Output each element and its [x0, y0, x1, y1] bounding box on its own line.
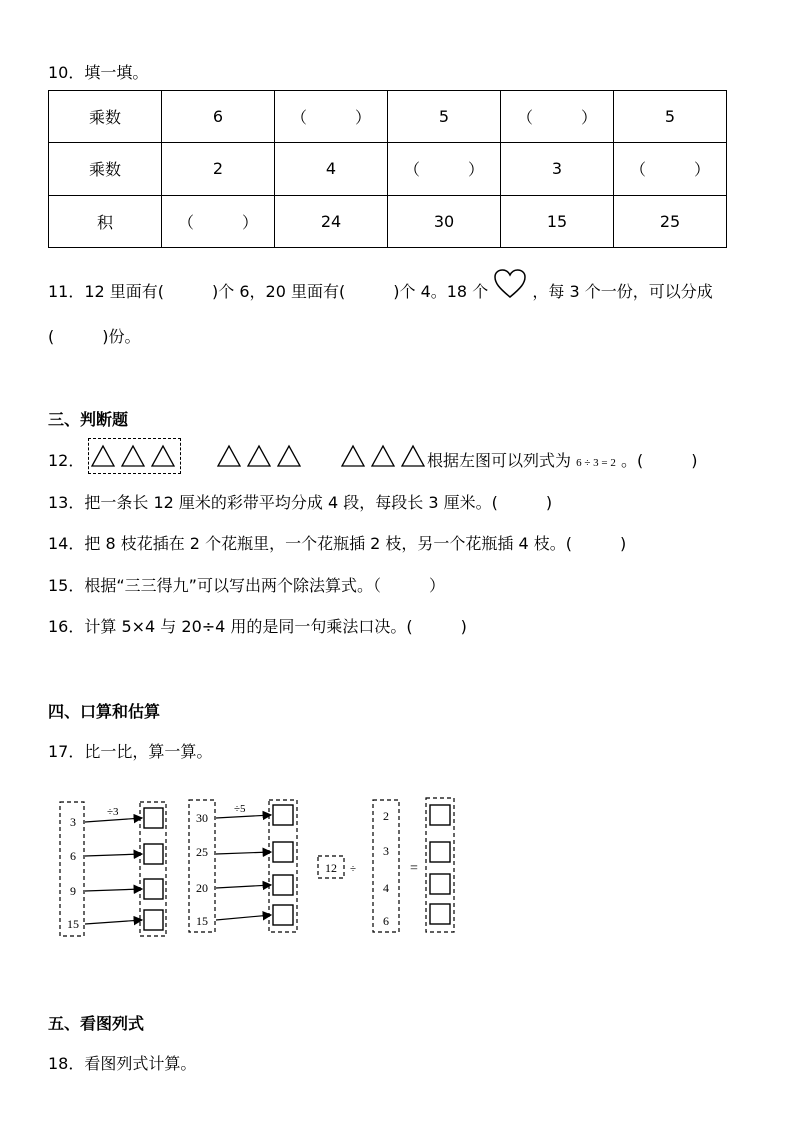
input-value: 20	[196, 881, 208, 895]
row-header: 乘数	[49, 143, 162, 195]
answer-box[interactable]	[273, 805, 293, 825]
input-value: 3	[70, 815, 76, 829]
section-title: 三、判断题	[48, 410, 129, 429]
row-header: 积	[49, 195, 162, 247]
answer-box[interactable]	[430, 904, 450, 924]
input-value: 25	[196, 845, 208, 859]
triangle-groups	[88, 438, 448, 474]
input-value: 30	[196, 811, 208, 825]
answer-box[interactable]	[430, 842, 450, 862]
q13: 13．把一条长 12 厘米的彩带平均分成 4 段，每段长 3 厘米。( )	[48, 493, 553, 512]
q12-num: 12．	[48, 451, 85, 470]
table-cell: 6	[162, 91, 275, 143]
section-title: 四、口算和估算	[48, 702, 161, 721]
divisor-value: 3	[383, 844, 389, 858]
divisor-value: 2	[383, 809, 389, 823]
division-sign: ÷	[349, 863, 357, 875]
op-label: ÷5	[234, 803, 246, 815]
section-title: 五、看图列式	[48, 1014, 145, 1033]
table-cell: 2	[162, 143, 275, 195]
equals-sign: =	[410, 861, 418, 876]
triangle-icon	[372, 446, 394, 466]
q14: 14．把 8 枝花插在 2 个花瓶里，一个花瓶插 2 枝，另一个花瓶插 4 枝。( )	[48, 534, 627, 553]
triangle-icon	[122, 446, 144, 466]
answer-box[interactable]	[144, 879, 163, 899]
triangle-icon	[152, 446, 174, 466]
answer-blank[interactable]: （ ）	[162, 195, 275, 247]
input-value: 9	[70, 884, 76, 898]
division-figure	[50, 790, 470, 940]
q17-title: 17．比一比，算一算。	[48, 742, 213, 761]
table-row	[49, 91, 727, 143]
q11-line1	[48, 279, 713, 302]
q12-formula: 6 ÷ 3 = 2	[576, 457, 616, 469]
divisor-value: 6	[383, 914, 389, 928]
table-row	[49, 143, 727, 195]
answer-box[interactable]	[273, 875, 293, 895]
answer-box[interactable]	[144, 910, 163, 930]
q12-answer-blank[interactable]: 。( )	[620, 451, 698, 470]
divisor-value: 4	[383, 881, 389, 895]
triangle-icon	[278, 446, 300, 466]
table-cell: 30	[388, 195, 501, 247]
table-cell: 15	[501, 195, 614, 247]
q18: 18．看图列式计算。	[48, 1054, 197, 1073]
answer-box[interactable]	[144, 844, 163, 864]
answer-blank[interactable]: （ ）	[614, 143, 727, 195]
answer-blank[interactable]: （ ）	[501, 91, 614, 143]
input-value: 15	[67, 917, 79, 931]
q12-text	[427, 448, 697, 471]
answer-box[interactable]	[430, 874, 450, 894]
triangle-icon	[218, 446, 240, 466]
op-label: ÷3	[107, 806, 119, 818]
answer-blank[interactable]: （ ）	[388, 143, 501, 195]
table-cell: 4	[275, 143, 388, 195]
q11-text-b: ，每 3 个一份，可以分成	[532, 282, 713, 301]
answer-box[interactable]	[273, 842, 293, 862]
triangle-icon	[342, 446, 364, 466]
heart-icon	[493, 268, 527, 300]
triangle-icon	[92, 446, 114, 466]
q10-title: 10．填一填。	[48, 63, 149, 82]
answer-blank[interactable]: （ ）	[275, 91, 388, 143]
input-value: 15	[196, 914, 208, 928]
q11-line2: ( )份。	[48, 327, 141, 346]
answer-box[interactable]	[430, 805, 450, 825]
triangle-icon	[402, 446, 424, 466]
answer-box[interactable]	[144, 808, 163, 828]
triangle-icon	[248, 446, 270, 466]
q16: 16．计算 5×4 与 20÷4 用的是同一句乘法口决。( )	[48, 617, 467, 636]
table-row	[49, 195, 727, 247]
table-cell: 5	[614, 91, 727, 143]
q11-text-a: 11．12 里面有( )个 6，20 里面有( )个 4。18 个	[48, 282, 489, 301]
q15: 15．根据“三三得九”可以写出两个除法算式。（ ）	[48, 576, 445, 595]
table-cell: 5	[388, 91, 501, 143]
answer-box[interactable]	[273, 905, 293, 925]
multiplication-table	[48, 90, 727, 248]
table-cell: 3	[501, 143, 614, 195]
row-header: 乘数	[49, 91, 162, 143]
input-value: 6	[70, 849, 76, 863]
dividend-value: 12	[325, 861, 337, 875]
table-cell: 24	[275, 195, 388, 247]
q12-statement: 根据左图可以列式为	[427, 451, 572, 470]
table-cell: 25	[614, 195, 727, 247]
